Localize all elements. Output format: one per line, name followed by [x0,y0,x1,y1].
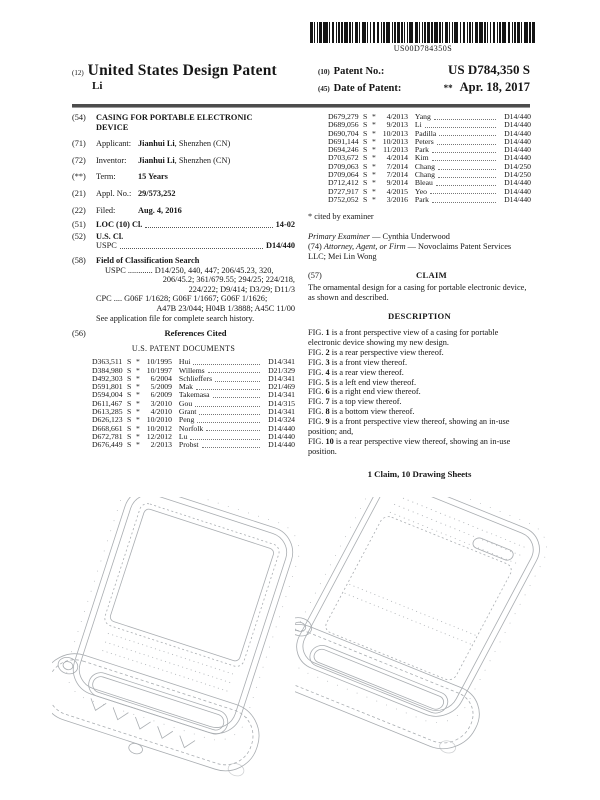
reference-row: D691,144 S * 10/2013 Peters D14/440 [328,136,531,146]
field-code-54: (54) [72,113,86,122]
document-body [72,113,530,479]
fig-description-line: FIG. 5 is a left end view thereof. [308,377,417,387]
references-table-right [308,113,531,204]
left-column [72,113,295,479]
us-cl-field [72,232,295,242]
loc-class-field [72,220,295,230]
reference-row: D703,672 S * 4/2014 Kim D14/440 [328,153,531,163]
reference-row: D709,064 S * 7/2014 Chang D14/250 [328,170,531,180]
fig-description-line: FIG. 4 is a rear view thereof. [308,367,404,377]
field-search-cpc-l1: CPC .... G06F 1/1628; G06F 1/1667; G06F 1/1626; [96,294,268,304]
claims-sheets-footer: 1 Claim, 10 Drawing Sheets [367,468,472,479]
reference-row: D689,056 S * 9/2013 Li D14/440 [328,120,531,130]
fig-rear-perspective-drawing [295,497,560,762]
reference-row: D492,303 S * 6/2004 Schlieffers D14/341 [92,373,295,383]
cited-by-examiner-note: * cited by examiner [308,212,374,222]
uspc-field [72,241,295,251]
field-search-label: Field of Classification Search [96,255,200,265]
filed-label: Filed: [96,205,116,215]
patent-header [72,62,530,97]
reference-row: D694,246 S * 11/2013 Park D14/440 [328,145,531,155]
reference-row: D709,063 S * 7/2014 Chang D14/250 [328,161,531,171]
references-title: References Cited [164,328,227,339]
field-code-22: (22) [72,205,86,215]
barcode-bars [300,22,546,43]
term-value: 15 Years [138,172,168,182]
examiner-name: Cynthia Underwood [382,231,450,241]
patent-no-label: Patent No.: [333,66,385,77]
field-search-uspc-l3: 224/222; D9/414; D3/29; D11/3 [188,284,295,294]
field-code-52: (52) [72,231,86,241]
date-asterisks: ** [443,83,453,93]
fig-description-line: FIG. 2 is a rear perspective view thereof. [308,347,444,357]
fig-front-perspective-drawing [52,497,310,797]
term-label: Term: [96,172,116,182]
inventor-surname: Li [92,80,103,92]
fig-description-line: FIG. 9 is a front perspective view thereof, showing an in-use position; and, [308,417,510,437]
applicant-value: Jianhui Li, Shenzhen (CN) [138,139,231,149]
fig-description-line: FIG. 7 is a top view thereof. [308,397,402,407]
field-code-74: (74) [308,241,322,251]
filed-value: Aug. 4, 2016 [138,205,182,215]
loc-label: LOC (10) Cl. [96,220,143,230]
primary-examiner-line [308,232,531,242]
barcode-number: US00D784350S [393,44,453,53]
reference-row: D363,511 S * 10/1995 Hui D14/341 [92,357,295,367]
inventor-label: Inventor: [96,155,127,165]
header-left [72,62,277,97]
claim-heading [308,271,531,281]
us-patent-documents-label: U.S. PATENT DOCUMENTS [131,343,236,353]
us-cl-label: U.S. Cl. [96,231,124,241]
applicant-field [72,139,295,149]
uspc-value: D14/440 [265,241,295,251]
attorney-line [308,242,531,262]
reference-row: D384,980 S * 10/1997 Willems D21/329 [92,365,295,375]
reference-row: D594,004 S * 6/2009 Takemasa D14/341 [92,390,295,400]
appl-no-value: 29/573,252 [138,188,176,198]
field-code-12: (12) [72,69,84,77]
appl-no-field [72,189,295,199]
reference-row: D591,801 S * 5/2009 Mak D21/469 [92,382,295,392]
field-search-uspc-l2: 206/45.2; 361/679.55; 294/25; 224/218, [162,275,295,285]
field-code-72: (72) [72,155,86,165]
claim-title: CLAIM [415,269,448,280]
field-search-heading [72,256,295,266]
invention-title: CASING FOR PORTABLE ELECTRONIC DEVICE [96,113,253,132]
dot-leader [145,220,272,228]
description-heading: DESCRIPTION [388,311,451,322]
term-field [72,172,295,182]
header-right [318,62,530,97]
fig-description-line: FIG. 6 is a right end view thereof. [308,387,421,397]
fig-description-line: FIG. 10 is a rear perspective view thereof, showing an in-use position. [308,437,511,456]
inventor-field [72,156,295,166]
reference-row: D712,412 S * 9/2014 Bleau D14/440 [328,178,531,188]
document-type-title: United States Design Patent [87,62,277,79]
reference-row: D613,285 S * 4/2010 Grant D14/341 [92,407,295,417]
field-code-21: (21) [72,188,86,198]
applicant-label: Applicant: [96,139,132,149]
reference-row: D611,467 S * 3/2010 Gou D14/315 [92,398,295,408]
fig-description-line: FIG. 1 is a front perspective view of a casing for portable electronic device showing my new design. [308,328,499,347]
examiner-label: Primary Examiner [308,231,370,241]
inventor-value: Jianhui Li, Shenzhen (CN) [138,155,231,165]
date-of-patent-value: Apr. 18, 2017 [459,80,530,94]
header-divider-rule [72,104,530,108]
reference-row: D690,704 S * 10/2013 Padilla D14/440 [328,128,531,138]
field-search-note: See application file for complete search history. [96,313,255,323]
field-code-10: (10) [318,68,330,76]
fig-description-line: FIG. 8 is a bottom view thereof. [308,407,415,417]
dash-separator: — [407,241,416,251]
filed-field [72,206,295,216]
dot-leader [120,241,263,249]
reference-row: D672,781 S * 12/2012 Lu D14/440 [92,431,295,441]
field-code-71: (71) [72,139,86,149]
reference-row: D676,449 S * 2/2013 Probst D14/440 [92,440,295,450]
claim-text: The ornamental design for a casing for portable electronic device, as shown and described. [308,283,527,303]
uspc-indent [72,241,96,251]
field-search-cpc-l2: A47B 23/044; H04B 1/3888; A45C 11/00 [156,303,295,313]
field-code-57: (57) [308,270,322,280]
field-code-58: (58) [72,255,86,265]
title-field [72,113,295,132]
field-code-45: (45) [318,85,330,93]
uspc-label: USPC [96,241,117,251]
reference-row: D626,123 S * 10/2010 Peng D14/324 [92,415,295,425]
attorney-label: Attorney, Agent, or Firm [323,241,406,251]
field-code-51: (51) [72,220,86,230]
field-code-56: (56) [72,329,86,339]
references-table-left [72,358,295,449]
appl-no-label: Appl. No.: [96,188,132,198]
field-search-uspc-l1: USPC ............ D14/250, 440, 447; 206/45.23, 320, [105,265,274,275]
attorney-value: Novoclaims Patent Services LLC; Mei Lin Wong [308,241,512,261]
right-column [308,113,531,479]
reference-row: D727,917 S * 4/2015 Yeo D14/440 [328,186,531,196]
fig-description-line: FIG. 3 is a front view thereof. [308,357,408,367]
field-code-term: (**) [72,172,86,182]
figure-descriptions [308,328,531,457]
reference-row: D668,661 S * 10/2012 Norfolk D14/440 [92,423,295,433]
references-heading [72,329,295,339]
reference-row: D752,052 S * 3/2016 Park D14/440 [328,194,531,204]
loc-value: 14-02 [275,220,295,230]
barcode [300,22,546,53]
dash-separator: — [372,231,381,241]
patent-number: US D784,350 S [448,62,530,77]
date-of-patent-label: Date of Patent: [333,83,402,94]
reference-row: D679,279 S * 4/2013 Yang D14/440 [328,112,531,121]
